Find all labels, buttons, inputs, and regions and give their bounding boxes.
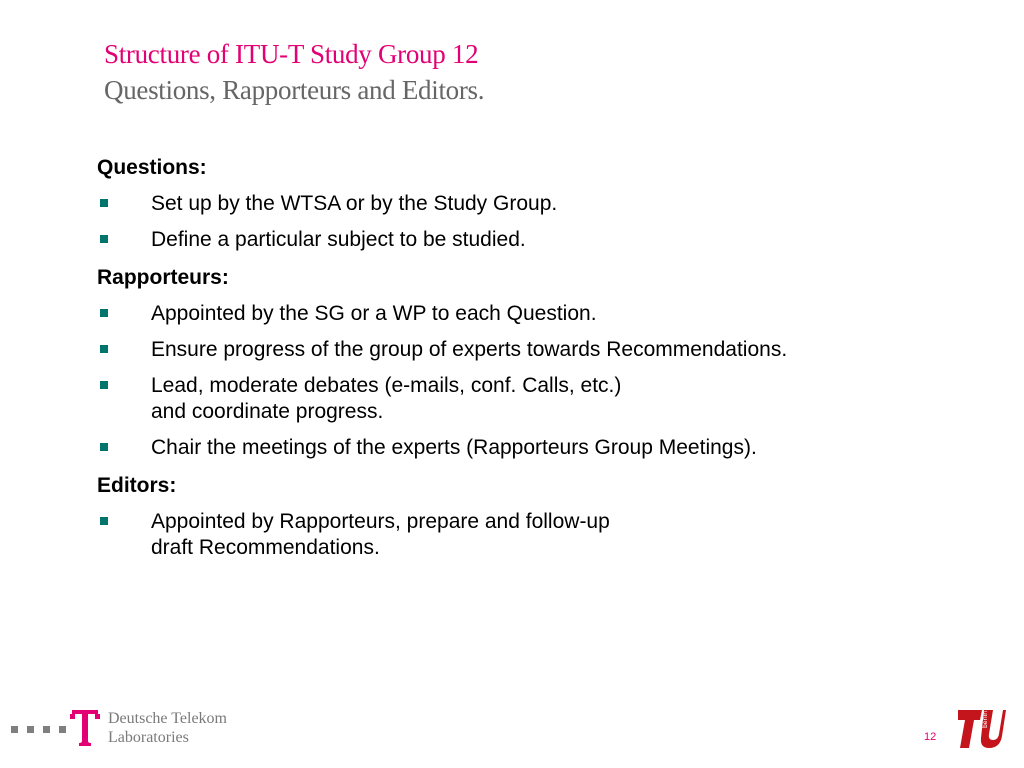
bullet-text-line: draft Recommendations. — [151, 536, 380, 559]
bullet-item — [97, 509, 977, 561]
bullet-item — [97, 373, 977, 425]
bullet-item — [97, 337, 977, 363]
dot-icon — [43, 726, 50, 733]
square-bullet-icon — [100, 517, 108, 525]
square-bullet-icon — [100, 443, 108, 451]
bullet-item — [97, 435, 977, 461]
bullet-item — [97, 227, 977, 253]
square-bullet-icon — [100, 309, 108, 317]
slide-title: Structure of ITU-T Study Group 12 — [104, 39, 479, 69]
section-heading-questions: Questions: — [97, 156, 207, 179]
dot-icon — [59, 726, 66, 733]
bullet-text: Ensure progress of the group of experts towards Recommendations. — [151, 338, 788, 361]
dot-icon — [27, 726, 34, 733]
square-bullet-icon — [100, 381, 108, 389]
bullet-text: Chair the meetings of the experts (Rapporteurs Group Meetings). — [151, 436, 757, 459]
tu-berlin-logo-icon — [956, 708, 1006, 750]
bullet-text: Define a particular subject to be studied. — [151, 228, 526, 251]
bullet-item — [97, 301, 977, 327]
bullet-text-line: Lead, moderate debates (e-mails, conf. Calls, etc.) — [151, 374, 622, 397]
brand-line-1: Deutsche Telekom — [108, 710, 227, 727]
brand-text — [108, 709, 227, 747]
tu-logo-text: berlin — [982, 710, 989, 728]
bullet-text: Set up by the WTSA or by the Study Group. — [151, 192, 558, 215]
bullet-item — [97, 191, 977, 217]
section-heading-rapporteurs: Rapporteurs: — [97, 266, 229, 289]
square-bullet-icon — [100, 199, 108, 207]
bullet-text-line: Appointed by Rapporteurs, prepare and follow-up — [151, 510, 610, 533]
bullet-text: Appointed by the SG or a WP to each Question. — [151, 302, 597, 325]
square-bullet-icon — [100, 235, 108, 243]
slide-body — [97, 155, 977, 561]
telekom-t-logo-icon — [70, 710, 100, 746]
section-heading-editors: Editors: — [97, 474, 177, 497]
slide-subtitle: Questions, Rapporteurs and Editors. — [104, 75, 485, 105]
brand-line-2: Laboratories — [108, 729, 189, 746]
bullet-text-line: and coordinate progress. — [151, 400, 384, 423]
dot-icon — [11, 726, 18, 733]
square-bullet-icon — [100, 345, 108, 353]
page-number: 12 — [924, 731, 937, 743]
